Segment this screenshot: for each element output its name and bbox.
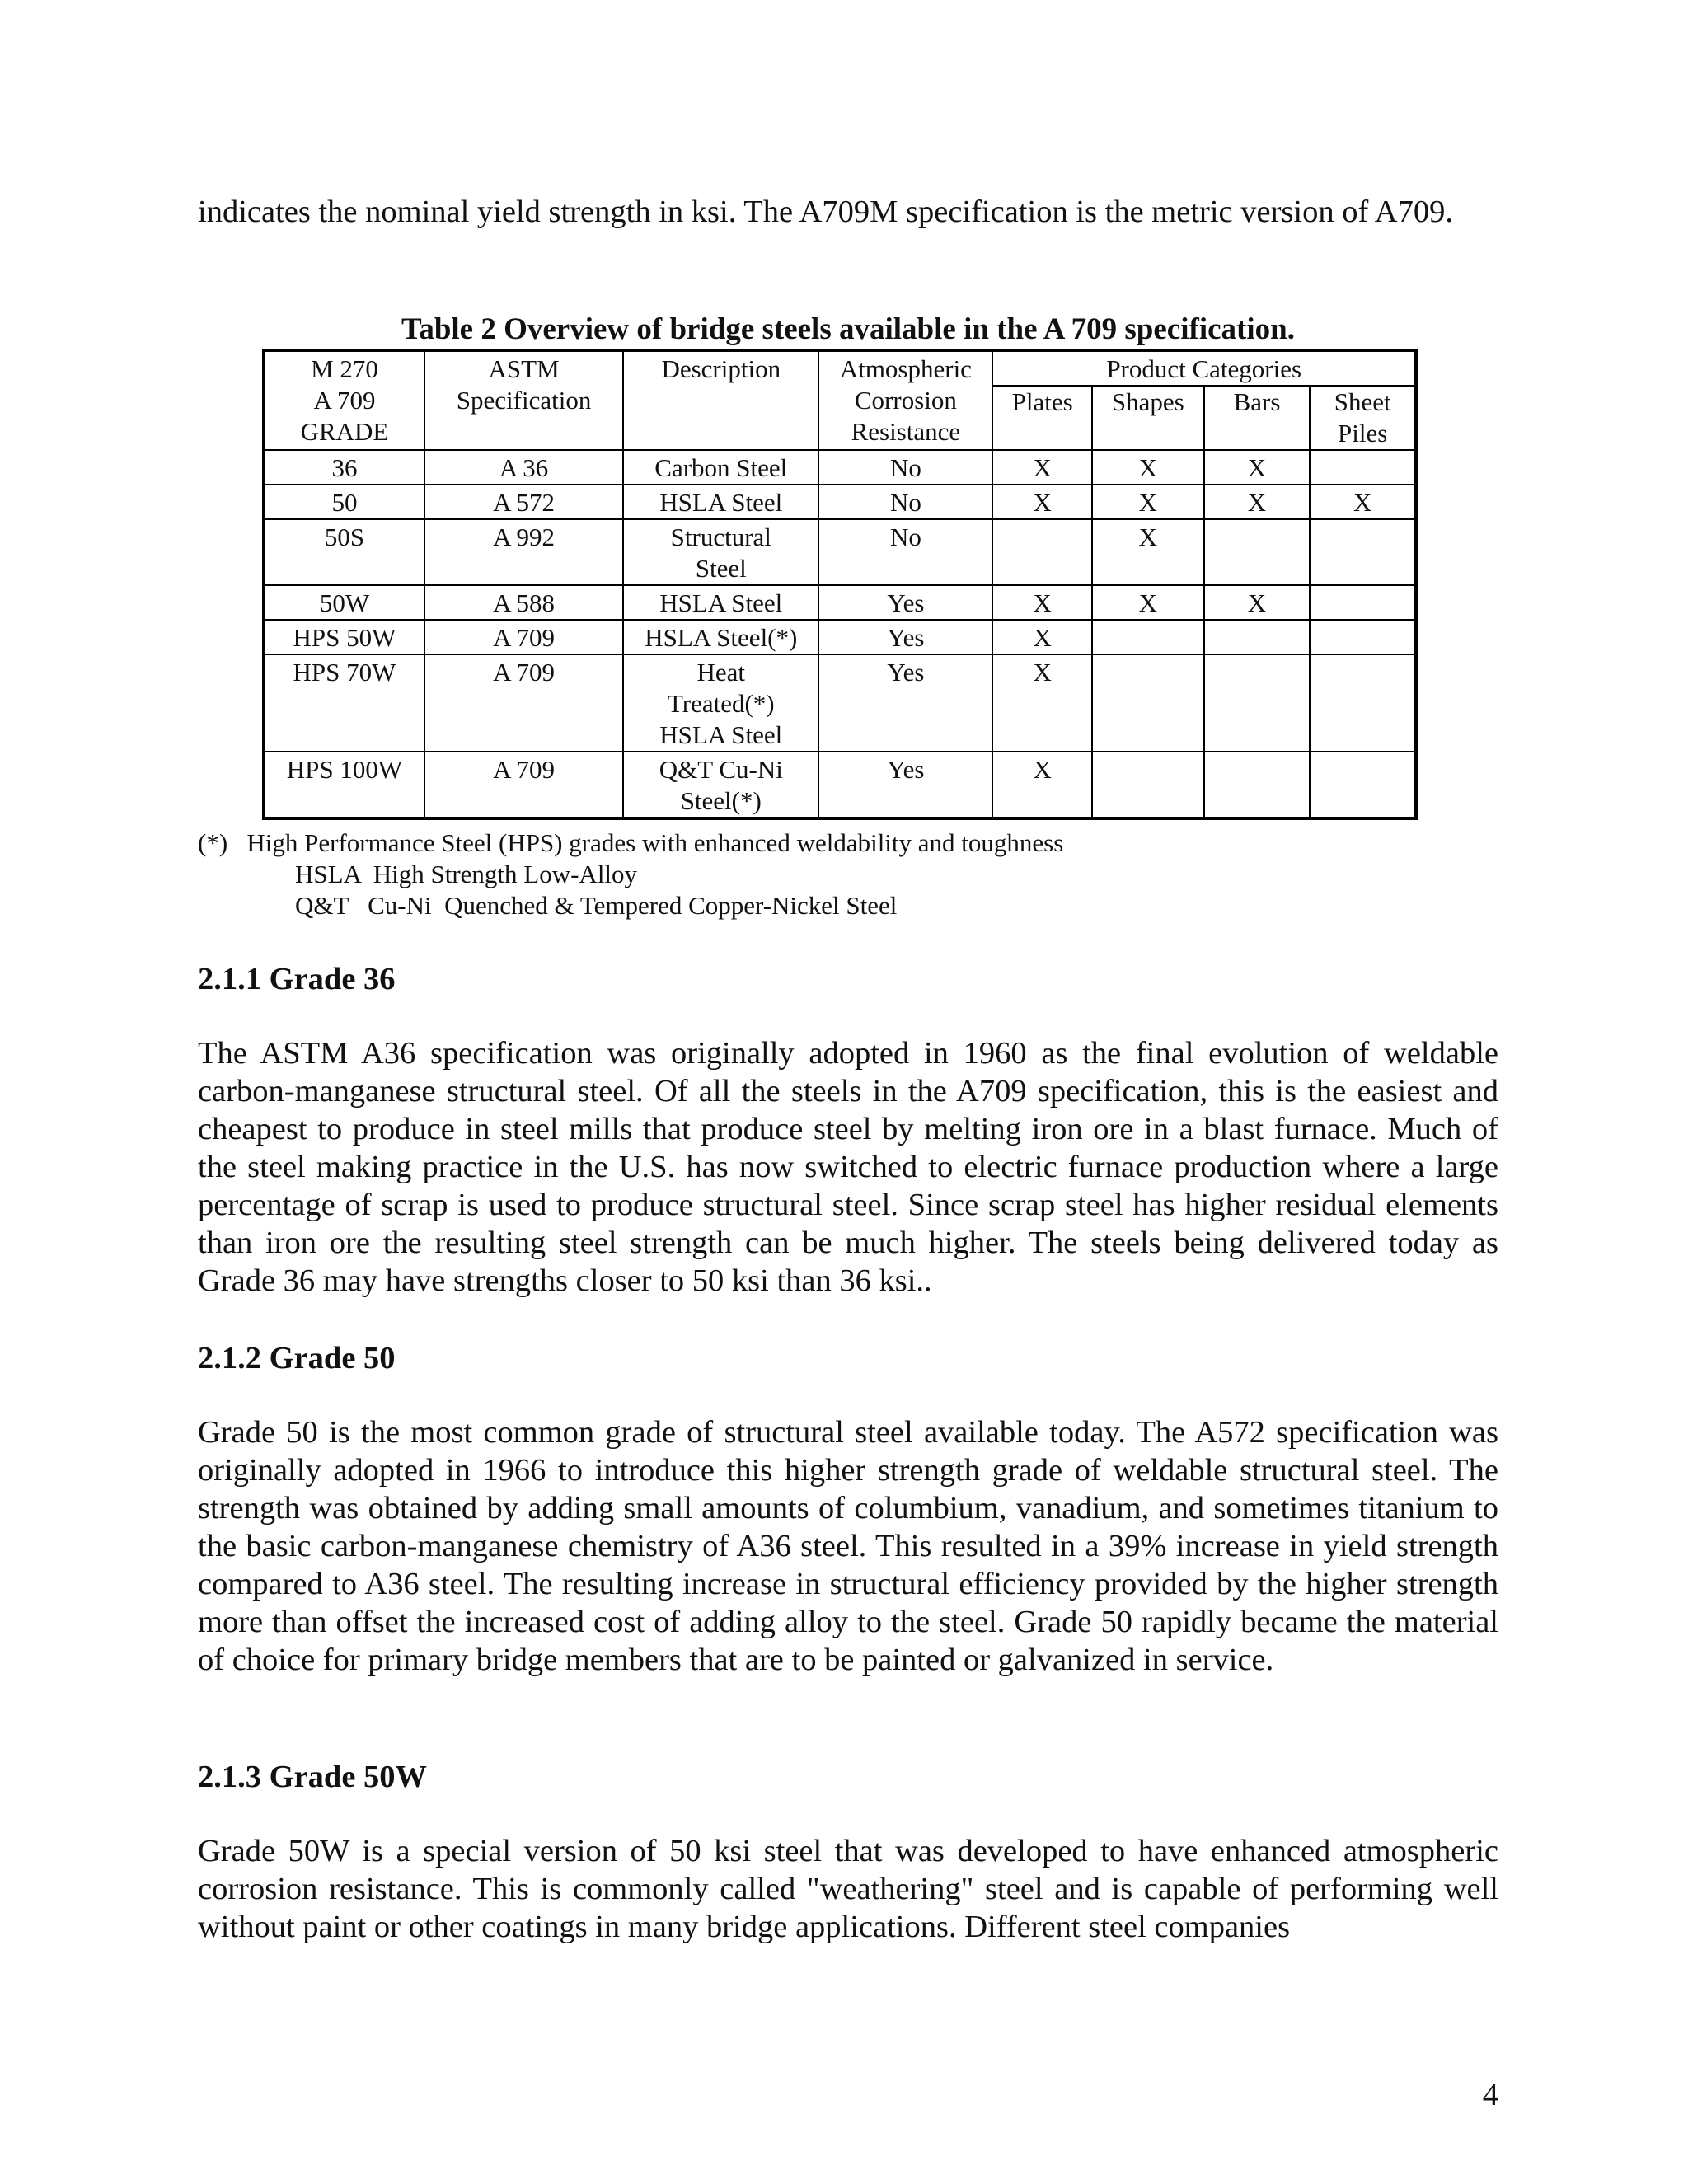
table-row: HPS 50W A 709 HSLA Steel(*) Yes X [264,620,1416,654]
header-sheet-piles: Sheet Piles [1310,386,1416,450]
section-heading: 2.1.3 Grade 50W [198,1760,428,1794]
footnote-qt: Q&T Cu-Ni Quenched & Tempered Copper-Nickel Steel [295,891,898,920]
table-row: HPS 70W A 709 Heat Treated(*) HSLA Steel Yes X [264,654,1416,752]
header-description: Description [623,350,818,450]
header-bars: Bars [1204,386,1311,450]
intro-paragraph: indicates the nominal yield strength in ksi. The A709M specification is the metric version of A709. [198,194,1453,229]
table-row: 50 A 572 HSLA Steel No X X X X [264,485,1416,519]
header-grade: M 270 A 709 GRADE [264,350,424,450]
header-astm: ASTM Specification [424,350,623,450]
footnote-hps: (*) High Performance Steel (HPS) grades with enhanced weldability and toughness [198,828,1064,857]
section-heading: 2.1.1 Grade 36 [198,962,396,996]
page-number: 4 [1482,2078,1498,2112]
header-product-categories: Product Categories [992,350,1416,386]
table-header-row [264,350,1416,386]
table-row: 36 A 36 Carbon Steel No X X X [264,450,1416,485]
header-plates: Plates [992,386,1092,450]
section-paragraph: The ASTM A36 specification was originally adopted in 1960 as the final evolution of weldable carbon-manganese structural steel. Of all the steels in the A709 specification, this is the easiest and cheapest to produce in steel mills that produce steel by melting iron ore in a blast furnace. Much of the steel making practice in the U.S. has now switched to electric furnace production where a large percentage of scrap is used to produce structural steel. Since scrap steel has higher residual elements than iron ore the resulting steel strength can be much higher. The steels being delivered today as Grade 36 may have strengths closer to 50 ksi than 36 ksi.. [198,1036,1498,1298]
header-shapes: Shapes [1092,386,1204,450]
table-row: 50W A 588 HSLA Steel Yes X X X [264,585,1416,620]
table-row: 50S A 992 Structural Steel No X [264,519,1416,585]
table-footnotes [198,827,1063,921]
footnote-hsla: HSLA High Strength Low-Alloy [295,860,638,888]
section-paragraph: Grade 50W is a special version of 50 ksi steel that was developed to have enhanced atmospheric corrosion resistance. This is commonly called "weathering" steel and is capable of performing well without paint or other coatings in many bridge applications. Different steel companies [198,1834,1498,1944]
bridge-steels-table [262,349,1418,820]
table-row: HPS 100W A 709 Q&T Cu-Ni Steel(*) Yes X [264,752,1416,818]
section-heading: 2.1.2 Grade 50 [198,1341,396,1376]
table-caption: Table 2 Overview of bridge steels available in the A 709 specification. [401,312,1295,346]
section-paragraph: Grade 50 is the most common grade of structural steel available today. The A572 specification was originally adopted in 1966 to introduce this higher strength grade of weldable structural steel. The strength was obtained by adding small amounts of columbium, vanadium, and sometimes titanium to the basic carbon-manganese chemistry of A36 steel. This resulted in a 39% increase in yield strength compared to A36 steel. The resulting increase in structural efficiency provided by the higher strength more than offset the increased cost of adding alloy to the steel. Grade 50 rapidly became the material of choice for primary bridge members that are to be painted or galvanized in service. [198,1415,1498,1677]
header-corrosion: Atmospheric Corrosion Resistance [818,350,992,450]
